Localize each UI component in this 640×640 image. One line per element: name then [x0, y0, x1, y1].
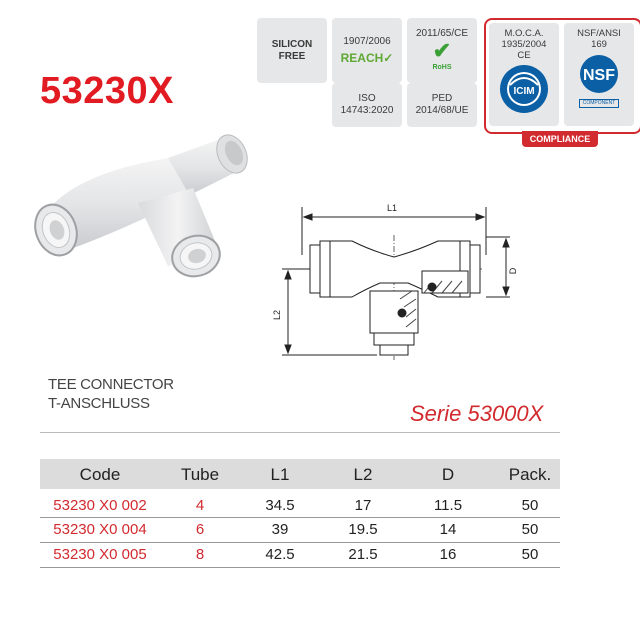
reach-label: REACH — [340, 50, 384, 65]
reach-badge — [332, 18, 402, 83]
iso-badge — [332, 83, 402, 127]
nsf-number: 169 — [591, 39, 607, 50]
col-header-l2: L2 — [353, 465, 373, 484]
row-divider — [40, 567, 560, 568]
icim-logo-icon — [496, 61, 552, 115]
iso-number: 14743:2020 — [340, 105, 394, 116]
description-de: T-ANSCHLUSS — [48, 395, 150, 412]
check-icon: ✓ — [383, 50, 394, 65]
moca-number: 1935/2004 — [501, 39, 547, 50]
cell-l1: 39 — [271, 521, 289, 538]
rohs-check-icon: ✔ — [432, 37, 452, 63]
col-header-tube: Tube — [180, 465, 220, 484]
moca-ce: CE — [517, 50, 531, 61]
moca-badge — [489, 23, 559, 126]
cell-l1: 42.5 — [265, 546, 295, 563]
silicon-free-badge — [257, 18, 327, 83]
col-header-pack: Pack. — [508, 465, 552, 484]
cell-code: 53230 X0 002 — [53, 497, 147, 514]
technical-drawing — [272, 195, 522, 365]
nsf-title: NSF/ANSI — [577, 28, 621, 39]
series-label: Serie 53000X — [410, 401, 544, 426]
cell-tube: 8 — [195, 546, 205, 563]
cell-d: 14 — [439, 521, 457, 538]
cell-l1: 34.5 — [265, 497, 295, 514]
l1-label: L1 — [386, 203, 398, 213]
silicon-free-label: SILICON FREE — [271, 38, 313, 62]
cell-d: 11.5 — [433, 497, 463, 514]
iso-label: ISO — [358, 93, 376, 104]
reach-year: 1907/2006 — [343, 35, 391, 47]
col-header-d: D — [441, 465, 455, 484]
col-header-l1: L1 — [270, 465, 290, 484]
cell-tube: 6 — [195, 521, 205, 538]
nsf-badge — [564, 23, 634, 126]
row-divider — [40, 517, 560, 518]
description-en: TEE CONNECTOR — [48, 376, 174, 393]
product-code-title: 53230X — [40, 70, 175, 112]
rohs-label: RoHS — [432, 63, 452, 71]
col-header-code: Code — [79, 465, 121, 484]
cell-d: 16 — [439, 546, 457, 563]
cell-l2: 19.5 — [348, 521, 378, 538]
cell-pack: 50 — [521, 546, 539, 563]
row-divider — [40, 542, 560, 543]
ped-badge — [407, 83, 477, 127]
nsf-component-label: COMPONENT — [579, 99, 620, 108]
ped-label: PED — [431, 93, 453, 104]
cell-code: 53230 X0 005 — [53, 546, 147, 563]
rohs-badge — [407, 18, 477, 83]
d-label: D — [508, 267, 518, 275]
product-photo — [18, 118, 268, 283]
ped-number: 2014/68/UE — [415, 105, 469, 116]
reach-label-wrap — [341, 52, 394, 66]
compliance-tag: COMPLIANCE — [522, 131, 598, 147]
nsf-logo-text: NSF — [583, 67, 615, 84]
cell-l2: 17 — [354, 497, 372, 514]
cell-tube: 4 — [195, 497, 205, 514]
moca-title: M.O.C.A. — [504, 28, 544, 39]
section-divider — [40, 432, 560, 433]
rohs-year: 2011/65/CE — [415, 27, 469, 39]
cell-code: 53230 X0 004 — [53, 521, 147, 538]
cell-pack: 50 — [521, 497, 539, 514]
nsf-logo-icon — [574, 54, 624, 98]
cell-l2: 21.5 — [348, 546, 378, 563]
l2-label: L2 — [272, 309, 282, 321]
icim-label: ICIM — [513, 86, 535, 97]
cell-pack: 50 — [521, 521, 539, 538]
